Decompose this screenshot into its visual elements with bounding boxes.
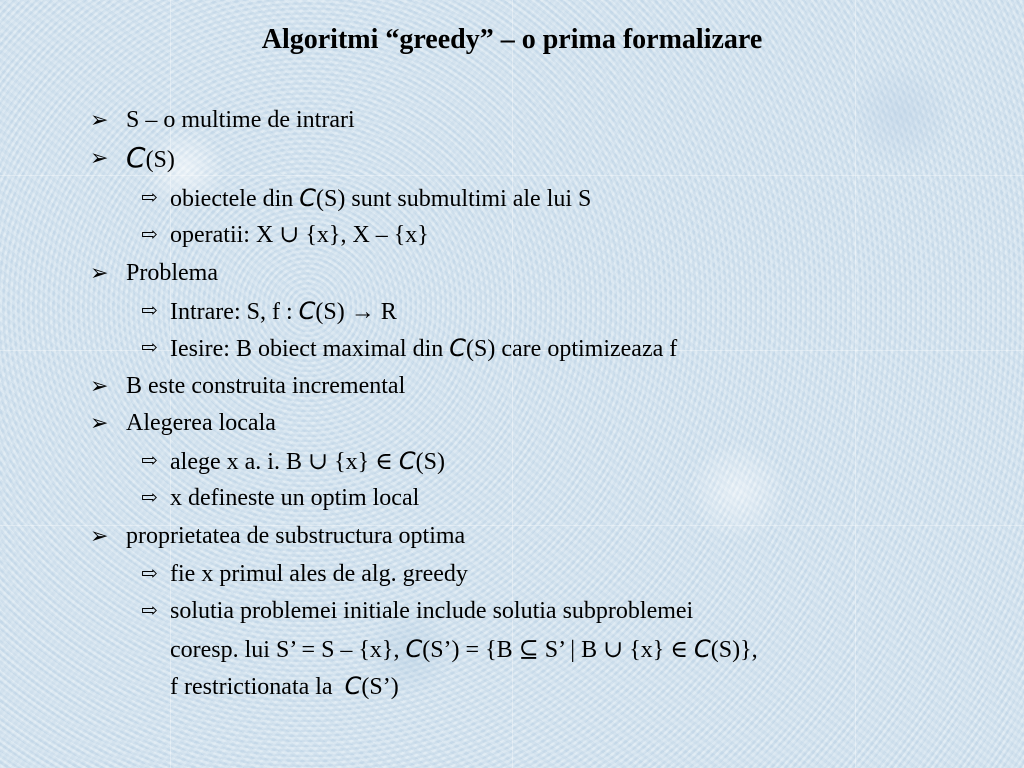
- calligraphic-c: C: [694, 635, 711, 663]
- sub-item: [170, 446, 445, 477]
- bullet-item: proprietatea de substructura optima: [126, 523, 466, 549]
- sub-item: [170, 333, 677, 364]
- bullet-arrow-icon: ➢: [90, 523, 109, 548]
- calligraphic-c: C: [298, 297, 316, 325]
- sub-item: [170, 183, 591, 214]
- bullet-arrow-icon: ➢: [90, 373, 109, 398]
- sub-arrow-icon: ⇨: [141, 224, 158, 246]
- bullet-arrow-icon: ➢: [90, 145, 109, 170]
- calligraphic-c: C: [405, 635, 423, 663]
- text-segment: (S’): [361, 674, 399, 700]
- sub-arrow-icon: ⇨: [141, 337, 158, 359]
- sub-arrow-icon: ⇨: [141, 563, 158, 585]
- bullet-arrow-icon: ➢: [90, 260, 109, 285]
- text-segment: coresp. lui S’ = S – {x},: [170, 637, 406, 663]
- bullet-arrow-icon: ➢: [90, 107, 109, 132]
- text-segment: (S) → R: [315, 299, 397, 325]
- calligraphic-c: C: [126, 141, 146, 174]
- text-segment: Iesire: B obiect maximal din: [170, 336, 450, 362]
- sub-item: [170, 296, 397, 327]
- calligraphic-c: C: [299, 184, 317, 212]
- text-segment: f restrictionata la: [170, 674, 345, 700]
- bullet-item: Alegerea locala: [126, 410, 276, 436]
- calligraphic-c: C: [398, 447, 416, 475]
- slide-title: Algoritmi “greedy” – o prima formalizare: [261, 24, 763, 55]
- sub-arrow-icon: ⇨: [141, 300, 158, 322]
- calligraphic-c: C: [449, 334, 467, 362]
- text-segment: obiectele din: [170, 186, 300, 212]
- bullet-item: Problema: [126, 260, 218, 286]
- text-segment: (S) sunt submultimi ale lui S: [316, 186, 592, 212]
- text-segment: (S)},: [710, 637, 758, 663]
- text-segment: alege x a. i. B ∪ {x} ∈: [170, 449, 399, 475]
- text-segment: (S’) = {B ⊆ S’ | B ∪ {x} ∈: [422, 637, 694, 663]
- text-segment: (S) care optimizeaza f: [466, 336, 678, 362]
- bullet-arrow-icon: ➢: [90, 410, 109, 435]
- text-segment: (S): [145, 147, 175, 173]
- sub-item: solutia problemei initiale include solutia subproblemei: [170, 598, 694, 624]
- text-segment: Intrare: S, f :: [170, 299, 299, 325]
- sub-item-continuation: [170, 634, 758, 665]
- sub-arrow-icon: ⇨: [141, 600, 158, 622]
- sub-arrow-icon: ⇨: [141, 487, 158, 509]
- bullet-item: B este construita incremental: [126, 373, 406, 399]
- sub-item-continuation: [170, 671, 399, 702]
- text-segment: (S): [415, 449, 445, 475]
- sub-item: fie x primul ales de alg. greedy: [170, 561, 468, 587]
- bullet-item: [126, 143, 175, 175]
- bullet-item: S – o multime de intrari: [126, 107, 355, 133]
- sub-arrow-icon: ⇨: [141, 187, 158, 209]
- calligraphic-c: C: [344, 672, 362, 700]
- sub-arrow-icon: ⇨: [141, 450, 158, 472]
- sub-item: operatii: X ∪ {x}, X – {x}: [170, 222, 429, 248]
- sub-item: x defineste un optim local: [170, 485, 420, 511]
